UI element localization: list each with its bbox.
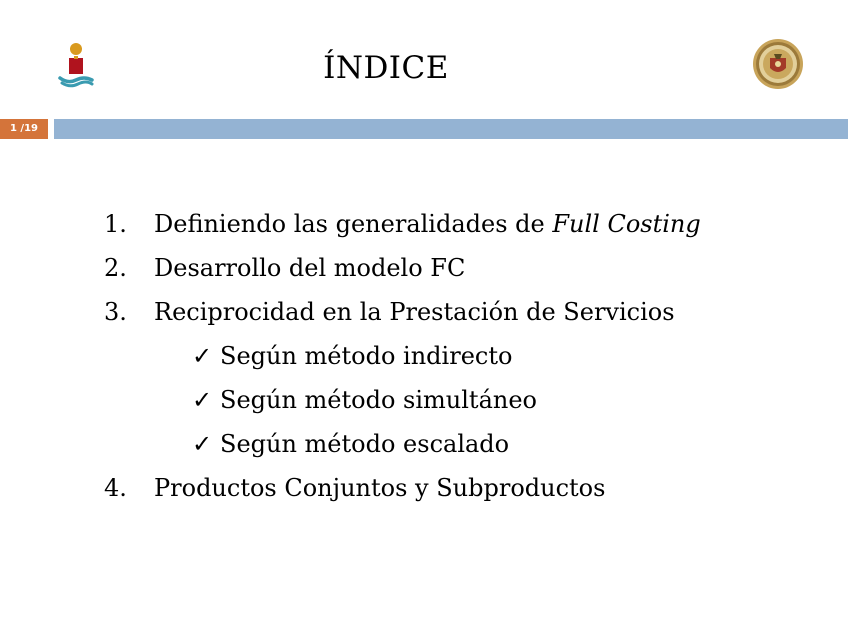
toc-subitem-text: Según método indirecto [220,342,513,370]
toc-text: Productos Conjuntos y Subproductos [154,474,606,502]
toc-subitem [104,378,701,422]
toc-text: Reciprocidad en la Prestación de Servicios [154,298,675,326]
toc-text: Definiendo las generalidades de [154,210,553,238]
toc-number: 3. [104,298,127,326]
checkmark-icon: ✓ [192,342,213,370]
toc-subitem-text: Según método escalado [220,430,510,458]
university-seal-icon [752,38,804,90]
toc-emphasis: Full Costing [552,210,701,238]
toc-number: 2. [104,254,127,282]
toc-item-3 [104,290,701,334]
checkmark-icon: ✓ [192,386,213,414]
toc-item-2 [104,246,701,290]
toc-item-1 [104,202,701,246]
toc-number: 1. [104,210,127,238]
page-title: ÍNDICE [323,50,449,86]
page-indicator: 1 /19 [0,119,48,139]
checkmark-icon: ✓ [192,430,213,458]
header-bar [54,119,848,139]
toc-item-4 [104,466,701,510]
toc-subitem [104,422,701,466]
toc-number: 4. [104,474,127,502]
toc-text: Desarrollo del modelo FC [154,254,466,282]
toc-subitem [104,334,701,378]
toc-subitem-text: Según método simultáneo [220,386,537,414]
table-of-contents [104,202,701,510]
